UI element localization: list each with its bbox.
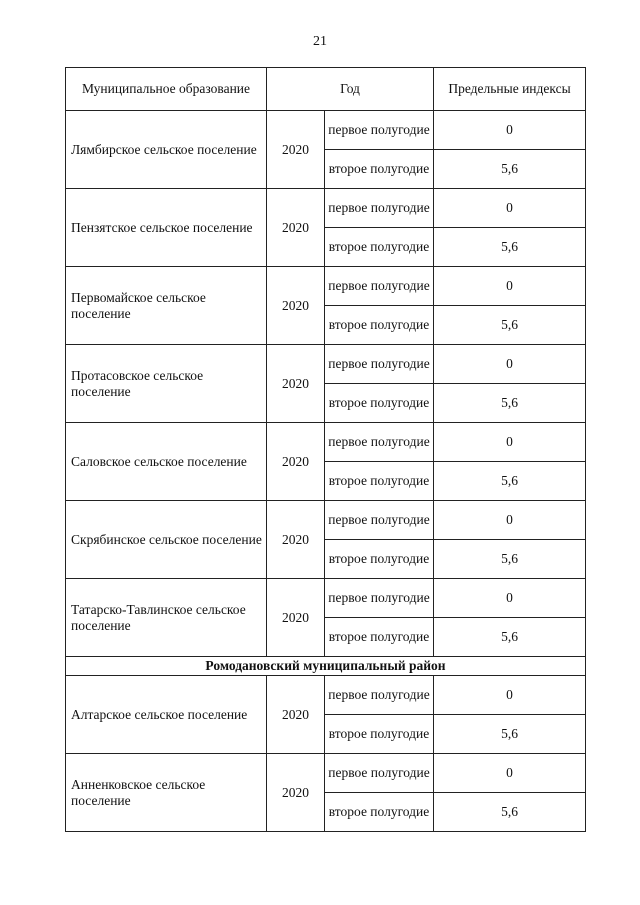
indices-table — [65, 67, 586, 832]
year-cell: 2020 — [267, 111, 325, 189]
index-value-cell: 5,6 — [434, 618, 586, 657]
half-year-cell: второе полугодие — [325, 462, 434, 501]
year-cell: 2020 — [267, 189, 325, 267]
index-value-cell: 0 — [434, 754, 586, 793]
index-value-cell: 5,6 — [434, 793, 586, 832]
index-value-cell: 5,6 — [434, 715, 586, 754]
half-year-cell: первое полугодие — [325, 754, 434, 793]
half-year-cell: первое полугодие — [325, 423, 434, 462]
year-cell: 2020 — [267, 676, 325, 754]
table-row — [66, 111, 586, 150]
year-cell: 2020 — [267, 754, 325, 832]
index-value-cell: 0 — [434, 111, 586, 150]
index-value-cell: 5,6 — [434, 540, 586, 579]
half-year-cell: первое полугодие — [325, 189, 434, 228]
table-row — [66, 579, 586, 618]
table-row — [66, 267, 586, 306]
half-year-cell: первое полугодие — [325, 676, 434, 715]
table-body — [66, 111, 586, 832]
section-row — [66, 657, 586, 676]
table-header-row — [66, 68, 586, 111]
half-year-cell: первое полугодие — [325, 579, 434, 618]
index-value-cell: 0 — [434, 189, 586, 228]
table-row — [66, 501, 586, 540]
municipality-cell: Саловское сельское поселение — [66, 423, 267, 501]
half-year-cell: первое полугодие — [325, 111, 434, 150]
index-value-cell: 5,6 — [434, 150, 586, 189]
half-year-cell: второе полугодие — [325, 306, 434, 345]
index-value-cell: 0 — [434, 345, 586, 384]
municipality-cell: Лямбирское сельское поселение — [66, 111, 267, 189]
year-cell: 2020 — [267, 423, 325, 501]
table-row — [66, 676, 586, 715]
municipality-cell: Первомайское сельское поселение — [66, 267, 267, 345]
index-value-cell: 5,6 — [434, 462, 586, 501]
table-row — [66, 345, 586, 384]
table-row — [66, 754, 586, 793]
municipality-cell: Протасовское сельское поселение — [66, 345, 267, 423]
municipality-cell: Алтарское сельское поселение — [66, 676, 267, 754]
half-year-cell: второе полугодие — [325, 384, 434, 423]
half-year-cell: первое полугодие — [325, 345, 434, 384]
header-municipality: Муниципальное образование — [66, 68, 267, 111]
half-year-cell: первое полугодие — [325, 501, 434, 540]
municipality-cell: Пензятское сельское поселение — [66, 189, 267, 267]
municipality-cell: Скрябинское сельское поселение — [66, 501, 267, 579]
index-value-cell: 5,6 — [434, 384, 586, 423]
half-year-cell: второе полугодие — [325, 793, 434, 832]
year-cell: 2020 — [267, 501, 325, 579]
index-value-cell: 0 — [434, 423, 586, 462]
index-value-cell: 0 — [434, 579, 586, 618]
half-year-cell: первое полугодие — [325, 267, 434, 306]
year-cell: 2020 — [267, 267, 325, 345]
municipality-cell: Анненковское сельское поселение — [66, 754, 267, 832]
year-cell: 2020 — [267, 579, 325, 657]
header-indices: Предельные индексы — [434, 68, 586, 111]
half-year-cell: второе полугодие — [325, 228, 434, 267]
index-value-cell: 0 — [434, 267, 586, 306]
half-year-cell: второе полугодие — [325, 618, 434, 657]
table-row — [66, 423, 586, 462]
year-cell: 2020 — [267, 345, 325, 423]
index-value-cell: 5,6 — [434, 228, 586, 267]
header-year: Год — [267, 68, 434, 111]
section-title: Ромодановский муниципальный район — [66, 657, 586, 676]
half-year-cell: второе полугодие — [325, 150, 434, 189]
table-row — [66, 189, 586, 228]
index-value-cell: 0 — [434, 501, 586, 540]
index-value-cell: 5,6 — [434, 306, 586, 345]
page-number: 21 — [313, 34, 327, 49]
half-year-cell: второе полугодие — [325, 715, 434, 754]
half-year-cell: второе полугодие — [325, 540, 434, 579]
municipality-cell: Татарско-Тавлинское сельское поселение — [66, 579, 267, 657]
index-value-cell: 0 — [434, 676, 586, 715]
